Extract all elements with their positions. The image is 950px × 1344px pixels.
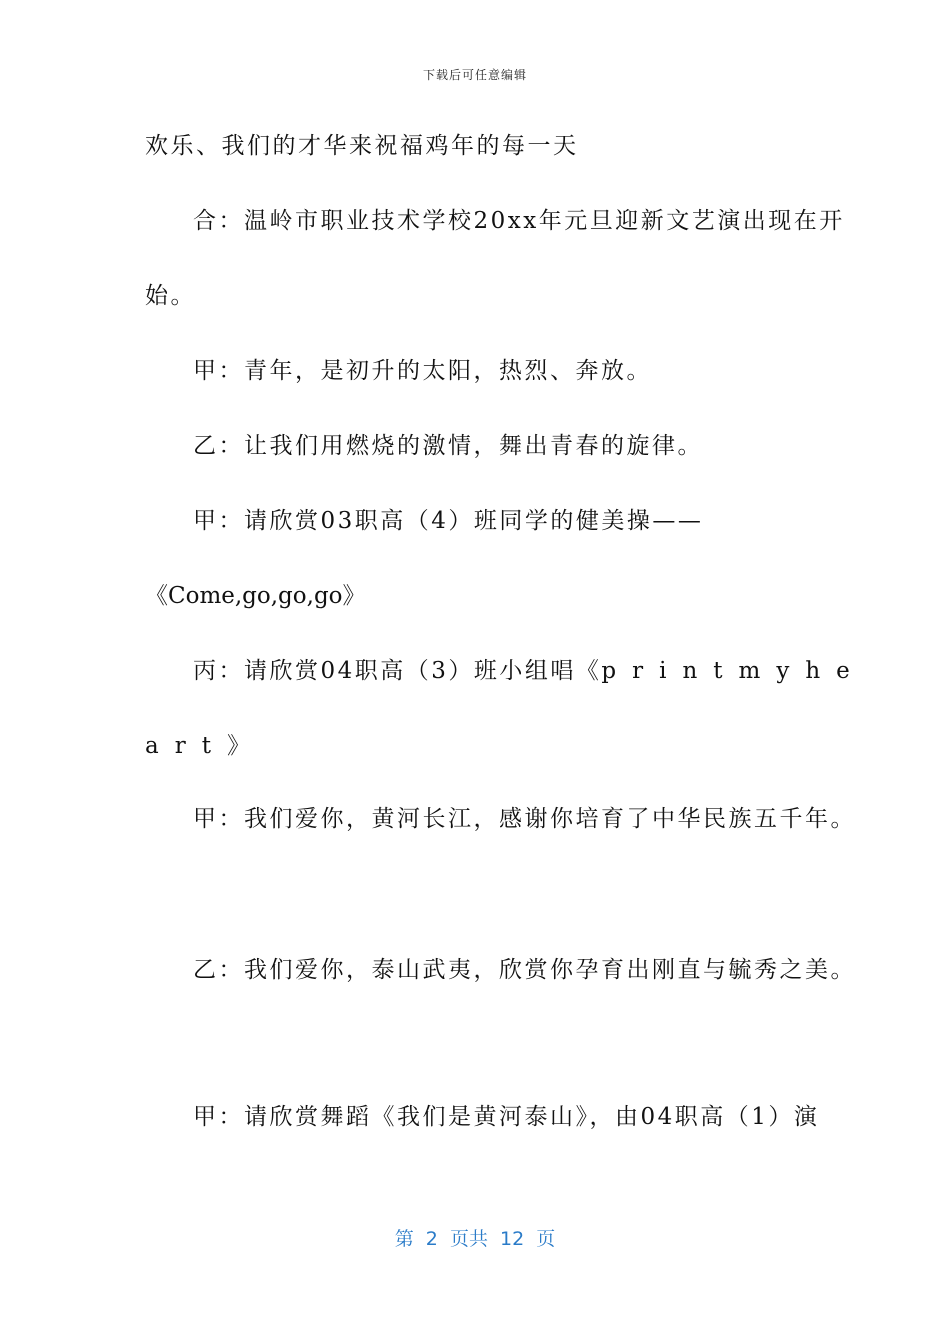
text-line-8-spaced: printmyhe	[601, 658, 866, 684]
page-number-footer: 第 2 页共 12 页	[394, 1228, 556, 1250]
text-line-11: 乙：我们爱你，泰山武夷，欣赏你孕育出刚直与毓秀之美。	[193, 957, 856, 983]
text-line-9-spaced: art	[145, 733, 227, 759]
text-line-6: 甲：请欣赏03职高（4）班同学的健美操——	[193, 508, 704, 534]
text-line-9	[145, 731, 252, 761]
text-line-3: 始。	[145, 283, 196, 309]
page-header: 下载后可任意编辑	[422, 68, 527, 82]
text-line-8-main: 丙：请欣赏04职高（3）班小组唱《	[193, 658, 602, 684]
text-line-4: 甲：青年，是初升的太阳，热烈、奔放。	[193, 358, 652, 384]
text-line-2: 合：温岭市职业技术学校20xx年元旦迎新文艺演出现在开	[193, 208, 845, 234]
text-line-9-end: 》	[226, 733, 253, 759]
text-line-5: 乙：让我们用燃烧的激情，舞出青春的旋律。	[193, 433, 703, 459]
text-line-7: 《Come,go,go,go》	[145, 583, 366, 609]
text-line-8	[193, 656, 866, 686]
text-line-1: 欢乐、我们的才华来祝福鸡年的每一天	[145, 133, 579, 159]
text-line-12: 甲：请欣赏舞蹈《我们是黄河泰山》，由04职高（1）演	[193, 1104, 820, 1130]
text-line-10: 甲：我们爱你，黄河长江，感谢你培育了中华民族五千年。	[193, 806, 856, 832]
